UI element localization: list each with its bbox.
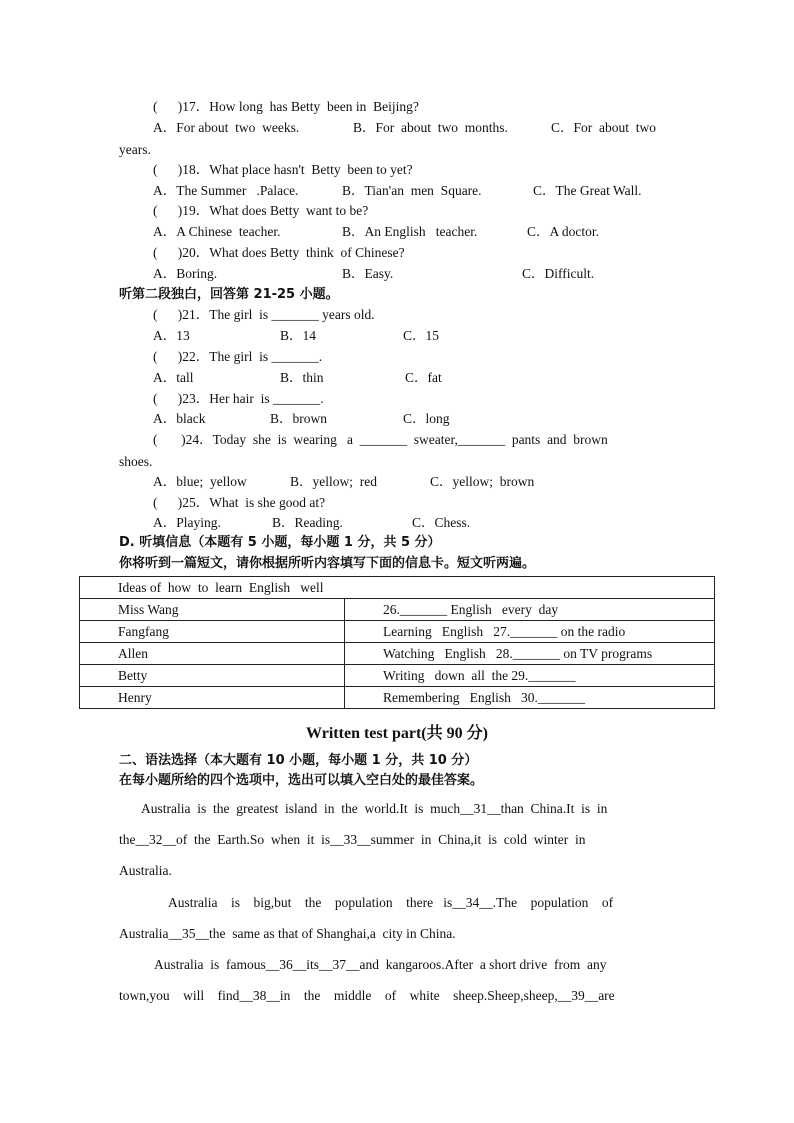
question-18-stem: ( )18．What place hasn't Betty been to yet? xyxy=(153,162,413,177)
question-25-option-a: A．Playing. xyxy=(153,515,221,530)
question-25-option-b: B．Reading. xyxy=(272,515,343,530)
question-23-option-a: A．black xyxy=(153,411,206,426)
question-20-stem: ( )20．What does Betty think of Chinese? xyxy=(153,245,405,260)
table-cell-name: Allen xyxy=(80,643,345,665)
table-cell-name: Miss Wang xyxy=(80,599,345,621)
question-19-option-c: C．A doctor. xyxy=(527,224,600,239)
question-17-continuation: years. xyxy=(119,142,151,157)
table-cell-idea: Writing down all the 29._______ xyxy=(345,665,715,687)
question-17-option-c: C．For about two xyxy=(551,120,657,135)
table-cell-name: Fangfang xyxy=(80,621,345,643)
grammar-section-instruction: 在每小题所给的四个选项中，选出可以填入空白处的最佳答案。 xyxy=(119,773,484,788)
question-20-option-a: A．Boring. xyxy=(153,266,218,281)
table-header-row xyxy=(80,577,715,599)
info-card-table xyxy=(79,576,715,709)
question-21-option-b: B．14 xyxy=(280,328,317,343)
table-row xyxy=(80,643,715,665)
grammar-section-heading: 二、语法选择（本大题有 10 小题，每小题 1 分，共 10 分） xyxy=(119,753,478,768)
question-24-stem: ( )24．Today she is wearing a _______ sweater,_______ pants and brown xyxy=(153,432,608,447)
passage-line: Australia. xyxy=(119,863,172,878)
table-row xyxy=(80,665,715,687)
question-18-option-a: A．The Summer .Palace. xyxy=(153,183,299,198)
question-23-option-b: B．brown xyxy=(270,411,327,426)
question-20-option-b: B．Easy. xyxy=(342,266,394,281)
passage-line: town,you will find__38__in the middle of white sheep.Sheep,sheep,__39__are xyxy=(119,988,615,1003)
question-19-stem: ( )19．What does Betty want to be? xyxy=(153,203,369,218)
table-cell-idea: Remembering English 30._______ xyxy=(345,687,715,709)
table-cell-idea: Learning English 27._______ on the radio xyxy=(345,621,715,643)
table-cell-idea: Watching English 28._______ on TV programs xyxy=(345,643,715,665)
question-19-option-b: B．An English teacher. xyxy=(342,224,478,239)
question-18-option-c: C．The Great Wall. xyxy=(533,183,642,198)
question-17-stem: ( )17．How long has Betty been in Beijing? xyxy=(153,99,419,114)
section-d-instruction: 你将听到一篇短文，请你根据所听内容填写下面的信息卡。短文听两遍。 xyxy=(119,556,536,571)
question-20-option-c: C．Difficult. xyxy=(522,266,595,281)
table-row xyxy=(80,687,715,709)
question-25-stem: ( )25．What is she good at? xyxy=(153,495,326,510)
question-22-stem: ( )22．The girl is _______. xyxy=(153,349,323,364)
passage-line: Australia is big,but the population there is__34__.The population of xyxy=(168,895,614,910)
question-21-stem: ( )21．The girl is _______ years old. xyxy=(153,307,375,322)
question-23-stem: ( )23．Her hair is _______. xyxy=(153,391,324,406)
question-25-option-c: C．Chess. xyxy=(412,515,471,530)
section-2-heading: 听第二段独白，回答第 21-25 小题。 xyxy=(119,287,339,302)
question-21-option-a: A．13 xyxy=(153,328,190,343)
table-header: Ideas of how to learn English well xyxy=(80,577,715,599)
passage-line: the__32__of the Earth.So when it is__33__summer in China,it is cold winter in xyxy=(119,832,586,847)
passage-line: Australia is famous__36__its__37__and kangaroos.After a short drive from any xyxy=(154,957,607,972)
written-part-title: Written test part(共 90 分) xyxy=(306,725,488,742)
question-21-option-c: C．15 xyxy=(403,328,440,343)
question-17-option-a: A．For about two weeks. xyxy=(153,120,300,135)
question-19-option-a: A．A Chinese teacher. xyxy=(153,224,281,239)
passage-line: Australia is the greatest island in the world.It is much__31__than China.It is in xyxy=(141,801,608,816)
table-row xyxy=(80,599,715,621)
question-24-continuation: shoes. xyxy=(119,454,153,469)
table-row xyxy=(80,621,715,643)
question-22-option-b: B．thin xyxy=(280,370,324,385)
table-cell-idea: 26._______ English every day xyxy=(345,599,715,621)
table-cell-name: Henry xyxy=(80,687,345,709)
question-24-option-a: A．blue; yellow xyxy=(153,474,247,489)
question-24-option-c: C．yellow; brown xyxy=(430,474,535,489)
passage-line: Australia__35__the same as that of Shanghai,a city in China. xyxy=(119,926,456,941)
section-d-heading: D. 听填信息（本题有 5 小题，每小题 1 分，共 5 分） xyxy=(119,535,441,550)
question-22-option-a: A．tall xyxy=(153,370,194,385)
question-22-option-c: C．fat xyxy=(405,370,442,385)
question-18-option-b: B．Tian'an men Square. xyxy=(342,183,482,198)
question-17-option-b: B．For about two months. xyxy=(353,120,508,135)
table-cell-name: Betty xyxy=(80,665,345,687)
question-23-option-c: C．long xyxy=(403,411,450,426)
question-24-option-b: B．yellow; red xyxy=(290,474,377,489)
